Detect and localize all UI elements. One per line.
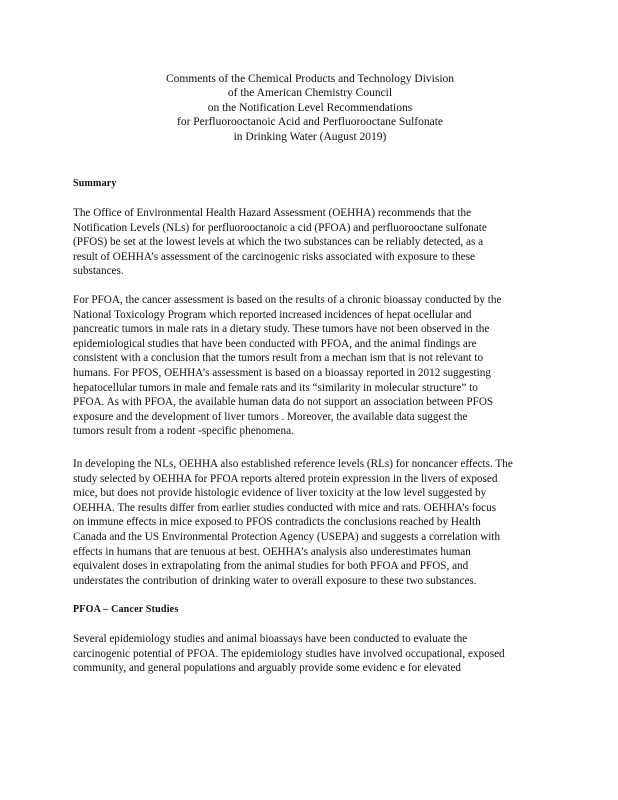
paragraph <box>73 206 547 279</box>
text-line: substances. <box>73 265 124 278</box>
text-line: National Toxicology Program which reported increased incidences of hepat ocellular and <box>73 308 472 321</box>
text-line: The Office of Environmental Health Hazard Assessment (OEHHA) recommends that the <box>73 207 472 219</box>
paragraph <box>73 293 547 439</box>
text-line: equivalent doses in extrapolating from the animal studies for both PFOA and PFOS, and <box>73 560 469 573</box>
text-line: on immune effects in mice exposed to PFOS contradicts the conclusions reached by Health <box>73 516 481 529</box>
text-line: OEHHA. The results differ from earlier studies conducted with mice and rats. OEHHA’s focus <box>73 501 497 514</box>
text-line: understates the contribution of drinking water to overall exposure to these two substances. <box>73 574 477 587</box>
title-line: Comments of the Chemical Products and Technology Division <box>165 73 455 85</box>
text-line: consistent with a conclusion that the tumors result from a mechan ism that is not relevant to <box>73 352 484 365</box>
title-line: in Drinking Water (August 2019) <box>233 130 387 143</box>
title-line: of the American Chemistry Council <box>227 87 393 100</box>
text-line: study selected by OEHHA for PFOA reports altered protein expression in the livers of exposed <box>73 472 498 485</box>
text-line: effects in humans that are tenuous at best. OEHHA’s analysis also underestimates human <box>73 545 471 558</box>
text-line: humans. For PFOS, OEHHA’s assessment is based on a bioassay reported in 2012 suggesting <box>73 366 491 379</box>
paragraph <box>73 632 547 676</box>
text-line: PFOA. As with PFOA, the available human data do not support an association between PFOS <box>73 396 494 409</box>
text-line: exposure and the development of liver tumors . Moreover, the available data suggest the <box>73 410 468 423</box>
title-line: for Perfluorooctanoic Acid and Perfluorooctane Sulfonate <box>176 116 443 129</box>
paragraph <box>73 457 547 588</box>
section-heading-summary: Summary <box>73 178 117 189</box>
text-line: result of OEHHA’s assessment of the carcinogenic risks associated with exposure to these <box>73 250 476 263</box>
text-line: For PFOA, the cancer assessment is based on the results of a chronic bioassay conducted by the <box>73 294 502 306</box>
section-heading-pfoa-cancer-studies: PFOA – Cancer Studies <box>73 604 179 615</box>
title-line: on the Notification Level Recommendations <box>207 101 413 114</box>
text-line: carcinogenic potential of PFOA. The epidemiology studies have involved occupational, exposed <box>73 647 505 660</box>
text-line: tumors result from a rodent -specific phenomena. <box>73 425 294 438</box>
text-line: pancreatic tumors in male rats in a dietary study. These tumors have not been observed in the <box>73 323 490 336</box>
text-line: hepatocellular tumors in male and female rats and its “similarity in molecular structure” to <box>73 381 478 394</box>
text-line: Several epidemiology studies and animal bioassays have been conducted to evaluate the <box>73 633 468 645</box>
text-line: In developing the NLs, OEHHA also established reference levels (RLs) for noncancer effects. The <box>73 458 513 470</box>
text-line: community, and general populations and arguably provide some evidenc e for elevated <box>73 662 462 675</box>
document-title <box>110 72 510 144</box>
text-line: Notification Levels (NLs) for perfluorooctanoic a cid (PFOA) and perfluorooctane sulfonate <box>73 221 487 234</box>
text-line: mice, but does not provide histologic evidence of liver toxicity at the low level suggested by <box>73 487 487 500</box>
text-line: Canada and the US Environmental Protection Agency (USEPA) and suggests a correlation with <box>73 530 501 543</box>
text-line: (PFOS) be set at the lowest levels at which the two substances can be reliably detected, as a <box>73 236 484 249</box>
text-line: epidemiological studies that have been conducted with PFOA, and the animal findings are <box>73 337 477 350</box>
